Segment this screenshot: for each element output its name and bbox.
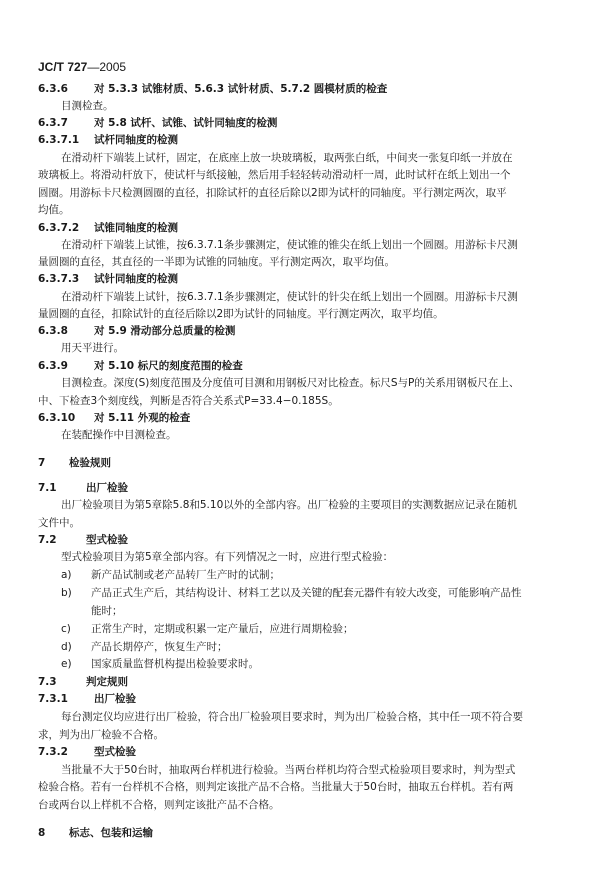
doc-year: —2005 — [87, 60, 127, 74]
paragraph-line: 当批量不大于50台时，抽取两台样机进行检验。当两台样机均符合型式检验项目要求时，判为型式 — [61, 764, 516, 776]
list-item-e: e) 国家质量监督机构提出检验要求时。 — [61, 658, 259, 670]
standard-code-header — [38, 60, 126, 74]
heading-6-3-7: 6.3.7 对 5.8 试杆、试锥、试针同轴度的检测 — [38, 117, 278, 129]
heading-7-2: 7.2 型式检验 — [38, 534, 128, 546]
paragraph-line: 在装配操作中目测检查。 — [61, 429, 177, 441]
paragraph-line: 中、下检查3个刻度线，判断是否符合关系式P=33.4−0.185S。 — [38, 395, 339, 407]
paragraph-line: 出厂检验项目为第5章除5.8和5.10以外的全部内容。出厂检验的主要项目的实测数据应记录在随机 — [61, 499, 518, 511]
section-heading-7: 7 检验规则 — [38, 457, 111, 469]
heading-6-3-7-3: 6.3.7.3 试针同轴度的检测 — [38, 273, 178, 285]
heading-6-3-8: 6.3.8 对 5.9 滑动部分总质量的检测 — [38, 325, 236, 337]
heading-7-3: 7.3 判定规则 — [38, 676, 128, 688]
paragraph-line: 检验合格。若有一台样机不合格，则判定该批产品不合格。当批量大于50台时，抽取五台样机。若有两 — [38, 781, 514, 793]
heading-6-3-6: 6.3.6 对 5.3.3 试锥材质、5.6.3 试针材质、5.7.2 圆模材质的检查 — [38, 83, 388, 95]
paragraph-line: 均值。 — [38, 204, 70, 216]
paragraph-line: 圆圈。用游标卡尺检测圆圈的直径，扣除试杆的直径后除以2即为试杆的同轴度。平行测定两次，取平 — [38, 187, 507, 199]
heading-7-1: 7.1 出厂检验 — [38, 482, 128, 494]
paragraph-line: 用天平进行。 — [61, 342, 124, 354]
heading-7-3-2: 7.3.2 型式检验 — [38, 746, 136, 758]
list-item-d: d) 产品长期停产，恢复生产时； — [61, 641, 228, 653]
paragraph-line: 文件中。 — [38, 517, 80, 529]
paragraph-line: 在滑动杆下端装上试杆，固定，在底座上放一块玻璃板，取两张白纸，中间夹一张复印纸一并放在 — [61, 152, 513, 164]
paragraph-line: 每台测定仪均应进行出厂检验，符合出厂检验项目要求时，判为出厂检验合格，其中任一项不符合要 — [61, 711, 523, 723]
list-item-c: c) 正常生产时，定期或积累一定产量后，应进行周期检验； — [61, 623, 354, 635]
paragraph-line: 型式检验项目为第5章全部内容。有下列情况之一时，应进行型式检验： — [61, 551, 394, 563]
paragraph-line: 在滑动杆下端装上试针，按6.3.7.1条步骤测定，使试针的针尖在纸上划出一个圆圈。用游标卡尺测 — [61, 291, 518, 303]
paragraph-line: 求，判为出厂检验不合格。 — [38, 729, 164, 741]
paragraph-line: 在滑动杆下端装上试锥，按6.3.7.1条步骤测定，使试锥的锥尖在纸上划出一个圆圈。用游标卡尺测 — [61, 239, 518, 251]
list-item-b: b) 产品正式生产后，其结构设计、材料工艺以及关键的配套元器件有较大改变，可能影响产品性 — [61, 587, 522, 599]
heading-6-3-9: 6.3.9 对 5.10 标尺的刻度范围的检查 — [38, 360, 243, 372]
heading-6-3-7-2: 6.3.7.2 试锥同轴度的检测 — [38, 222, 178, 234]
list-item-a: a) 新产品试制或老产品转厂生产时的试制； — [61, 569, 280, 581]
list-item-b-continued: 能时； — [91, 605, 123, 617]
paragraph-line: 目测检查。深度(S)刻度范围及分度值可目测和用钢板尺对比检查。标尺S与P的关系用钢板尺在上、 — [61, 377, 520, 389]
section-heading-8: 8 标志、包装和运输 — [38, 827, 153, 839]
paragraph-line: 目测检查。 — [61, 100, 114, 112]
doc-code: JC/T 727 — [38, 60, 88, 74]
heading-7-3-1: 7.3.1 出厂检验 — [38, 693, 136, 705]
paragraph-line: 台或两台以上样机不合格，则判定该批产品不合格。 — [38, 799, 280, 811]
heading-6-3-7-1: 6.3.7.1 试杆同轴度的检测 — [38, 134, 178, 146]
paragraph-line: 量圆圈的直径，其直径的一半即为试锥的同轴度。平行测定两次，取平均值。 — [38, 256, 395, 268]
heading-6-3-10: 6.3.10 对 5.11 外观的检查 — [38, 412, 191, 424]
paragraph-line: 量圆圈的直径，扣除试针的直径后除以2即为试针的同轴度。平行测定两次，取平均值。 — [38, 308, 444, 320]
paragraph-line: 玻璃板上。将滑动杆放下，使试杆与纸接触，然后用手轻轻转动滑动杆一周，此时试杆在纸上划出一个 — [38, 169, 511, 181]
